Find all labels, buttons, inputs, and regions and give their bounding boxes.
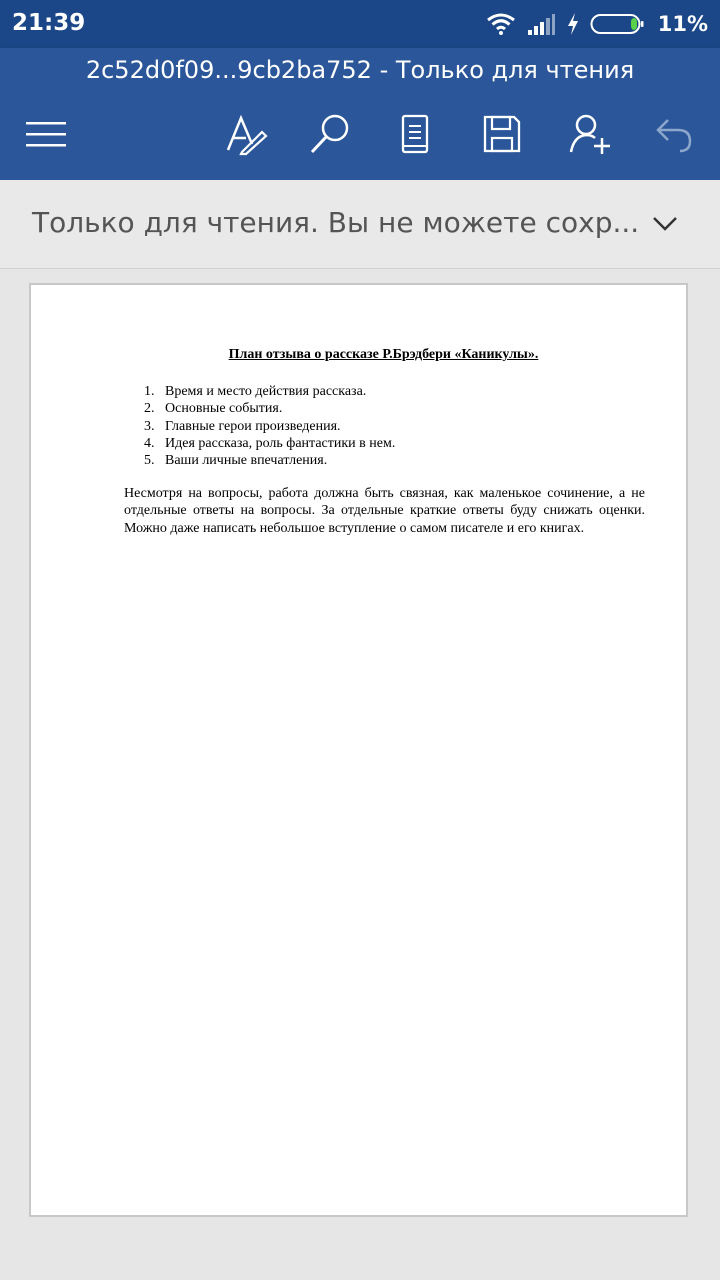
charging-icon: [566, 12, 580, 36]
battery-percent: 11%: [657, 12, 708, 36]
menu-icon: [24, 119, 68, 149]
save-button[interactable]: [474, 108, 530, 160]
list-item: 5. Ваши личные впечатления.: [144, 453, 328, 469]
app-toolbar: [0, 48, 720, 180]
status-icons: [486, 8, 708, 40]
wifi-icon: [486, 12, 516, 36]
menu-button[interactable]: [18, 108, 74, 160]
share-button[interactable]: [562, 108, 618, 160]
save-icon: [482, 114, 522, 154]
search-icon: [308, 112, 352, 156]
chevron-down-icon: [650, 210, 680, 236]
battery-icon: [590, 12, 644, 36]
document-title: 2c52d0f09...9cb2ba752 - Только для чтения: [85, 56, 635, 84]
signal-icon: [526, 12, 556, 36]
undo-button[interactable]: [646, 108, 702, 160]
document-list: [144, 383, 395, 469]
read-only-infobar[interactable]: [0, 180, 720, 269]
document-heading: План отзыва о рассказе Р.Брэдбери «Каникулы».: [228, 347, 539, 362]
share-person-icon: [568, 112, 612, 156]
mobile-view-icon: [400, 114, 430, 154]
status-time: 21:39: [12, 10, 86, 36]
list-item: 3. Главные герои произведения.: [144, 418, 341, 434]
list-item: 4. Идея рассказа, роль фантастики в нем.: [144, 435, 396, 451]
search-button[interactable]: [302, 108, 358, 160]
expand-infobar-button[interactable]: [650, 210, 680, 240]
status-bar: [0, 0, 720, 48]
undo-icon: [654, 114, 694, 154]
edit-button[interactable]: [218, 108, 274, 160]
document-page[interactable]: [29, 283, 688, 1217]
edit-pen-icon: [224, 112, 268, 156]
list-item: 1. Время и место действия рассказа.: [144, 384, 367, 399]
document-paragraph: Несмотря на вопросы, работа должна быть связная, как маленькое сочинение, а не отдельные ответы на вопросы. За отдельные краткие ответы буду снижать оценки. Можно даже написать небольшое вступление о самом писателе и его книгах.: [124, 486, 645, 536]
list-item: 2. Основные события.: [144, 401, 283, 417]
read-only-message: Только для чтения. Вы не можете сохр...: [32, 206, 640, 239]
mobile-view-button[interactable]: [387, 108, 443, 160]
